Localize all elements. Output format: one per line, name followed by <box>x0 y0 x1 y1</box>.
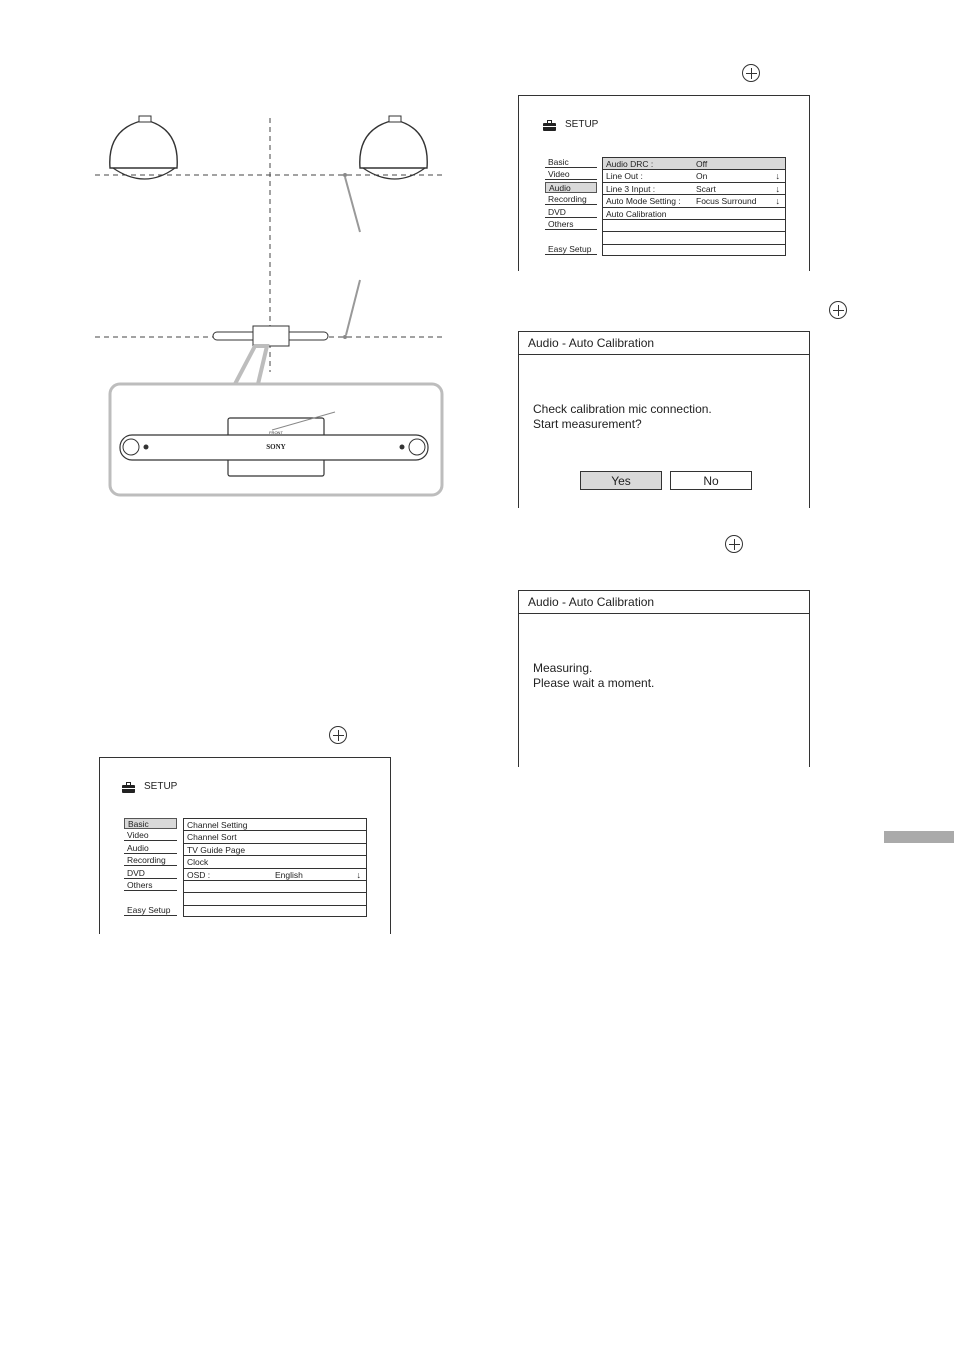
category-recording[interactable]: Recording <box>545 194 597 205</box>
left-speaker <box>110 116 177 179</box>
category-others[interactable]: Others <box>124 880 177 891</box>
setup-title: SETUP <box>565 119 599 130</box>
dialog-title: Audio - Auto Calibration <box>519 591 809 614</box>
option-label: Line 3 Input : <box>606 183 656 194</box>
setup-screen-audio <box>518 95 810 271</box>
front-label: FRONT <box>269 430 283 435</box>
option-line-out[interactable] <box>603 170 785 182</box>
category-dvd[interactable]: DVD <box>124 868 177 879</box>
dialog-message-line: Please wait a moment. <box>533 676 655 690</box>
option-audio-drc[interactable] <box>603 158 785 170</box>
dialog-message-line: Check calibration mic connection. <box>533 402 712 416</box>
side-index-tab <box>884 831 954 843</box>
category-basic[interactable]: Basic <box>545 157 597 168</box>
options-table <box>183 818 367 917</box>
down-arrow-icon: ↓ <box>775 183 780 194</box>
options-table <box>602 157 786 256</box>
dialog-message-line: Start measurement? <box>533 417 642 431</box>
brand-logo: SONY <box>266 443 286 451</box>
right-speaker <box>360 116 427 179</box>
setup-screen-basic <box>99 757 391 934</box>
option-osd[interactable] <box>184 869 366 881</box>
yes-button[interactable]: Yes <box>580 471 662 490</box>
option-empty <box>184 906 366 918</box>
callout-connector <box>235 346 267 384</box>
dialog-message <box>533 402 712 432</box>
option-empty <box>184 893 366 905</box>
category-easy-setup[interactable]: Easy Setup <box>124 905 177 916</box>
category-dvd[interactable]: DVD <box>545 207 597 218</box>
option-value: English <box>275 869 303 880</box>
enter-icon <box>725 535 743 553</box>
option-tv-guide-page[interactable] <box>184 844 366 856</box>
toolbox-icon <box>543 123 556 131</box>
option-value: On <box>696 171 708 182</box>
dialog-title: Audio - Auto Calibration <box>519 332 809 355</box>
option-empty <box>603 220 785 232</box>
option-label: Auto Mode Setting : <box>606 196 681 207</box>
option-label: Auto Calibration <box>606 208 667 219</box>
down-arrow-icon: ↓ <box>775 196 780 207</box>
option-label: Audio DRC : <box>606 159 654 169</box>
option-line3-input[interactable] <box>603 183 785 195</box>
option-empty <box>603 232 785 244</box>
option-label: Channel Sort <box>187 832 237 843</box>
speaker-placement-diagram <box>95 110 450 500</box>
setup-title: SETUP <box>144 781 178 792</box>
option-value: Scart <box>696 183 716 194</box>
category-audio[interactable]: Audio <box>124 843 177 854</box>
option-value: Off <box>696 159 708 169</box>
option-empty <box>603 245 785 257</box>
category-audio[interactable]: Audio <box>545 182 597 193</box>
enter-icon <box>829 301 847 319</box>
enter-icon <box>742 64 760 82</box>
option-auto-calibration[interactable] <box>603 208 785 220</box>
category-others[interactable]: Others <box>545 219 597 230</box>
category-video[interactable]: Video <box>545 169 597 180</box>
category-basic[interactable]: Basic <box>124 818 177 829</box>
option-label: TV Guide Page <box>187 844 246 855</box>
option-label: Channel Setting <box>187 820 248 830</box>
option-value: Focus Surround <box>696 196 757 207</box>
distance-indicator <box>343 173 360 339</box>
dialog-auto-calibration-measuring <box>518 590 810 767</box>
option-clock[interactable] <box>184 856 366 868</box>
category-video[interactable]: Video <box>124 830 177 841</box>
no-button[interactable]: No <box>670 471 752 490</box>
down-arrow-icon: ↓ <box>356 869 361 880</box>
option-channel-setting[interactable] <box>184 819 366 831</box>
bar-speaker-top <box>213 326 328 346</box>
dialog-auto-calibration-confirm <box>518 331 810 508</box>
option-auto-mode[interactable] <box>603 195 785 207</box>
enter-icon <box>329 726 347 744</box>
dialog-message-line: Measuring. <box>533 661 593 675</box>
option-label: OSD : <box>187 869 211 880</box>
option-empty <box>184 881 366 893</box>
option-channel-sort[interactable] <box>184 831 366 843</box>
down-arrow-icon: ↓ <box>775 171 780 182</box>
option-label: Line Out : <box>606 171 643 182</box>
option-label: Clock <box>187 857 209 868</box>
dialog-message <box>533 661 654 691</box>
category-recording[interactable]: Recording <box>124 855 177 866</box>
toolbox-icon <box>122 785 135 793</box>
category-easy-setup[interactable]: Easy Setup <box>545 244 597 255</box>
